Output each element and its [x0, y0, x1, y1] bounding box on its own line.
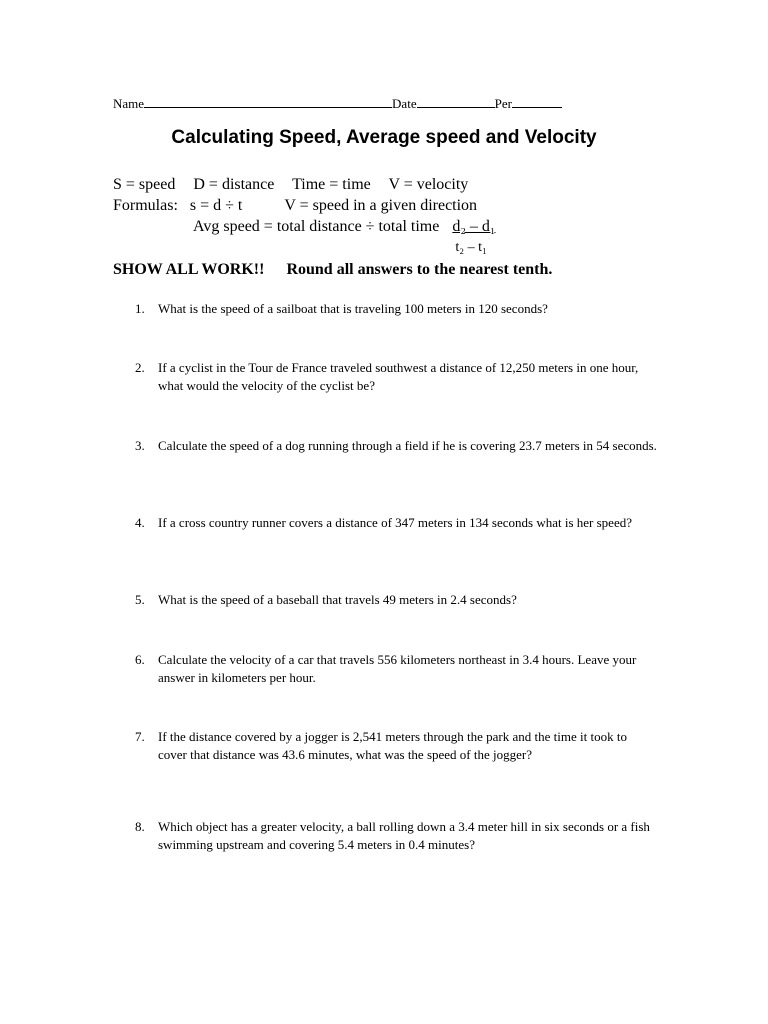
definition-speed: S = speed: [113, 176, 176, 193]
question-number: 3.: [135, 438, 145, 453]
question-text: If a cyclist in the Tour de France traveled southwest a distance of 12,250 meters in one hour, what would the velocity of the cyclist be?: [158, 360, 639, 393]
question-text: If the distance covered by a jogger is 2,541 meters through the park and the time it took to cover that distance was 43.6 minutes, what was the speed of the jogger?: [158, 729, 627, 762]
definition-distance: D = distance: [193, 176, 275, 193]
speed-formula: s = d ÷ t: [189, 197, 243, 214]
date-blank[interactable]: [417, 95, 495, 108]
definition-velocity: V = velocity: [388, 176, 469, 193]
avg-speed-fraction: [449, 218, 498, 255]
question-text: Calculate the speed of a dog running through a field if he is covering 23.7 meters in 54 seconds.: [158, 438, 657, 453]
question-text: If a cross country runner covers a distance of 347 meters in 134 seconds what is her speed?: [158, 515, 632, 530]
variable-definitions: [113, 176, 482, 194]
question-number: 6.: [135, 652, 145, 667]
fraction-numerator: d₂ – d₁: [452, 218, 496, 235]
formulas-row: [113, 197, 477, 215]
question-text: Which object has a greater velocity, a ball rolling down a 3.4 meter hill in six seconds or a fish swimming upstream and covering 5.4 meters in 0.4 minutes?: [158, 819, 650, 852]
definition-time: Time = time: [292, 176, 371, 193]
question-number: 1.: [135, 301, 145, 316]
name-blank[interactable]: [144, 95, 392, 108]
fraction-denominator: t₂ – t₁: [455, 240, 487, 255]
period-blank[interactable]: [512, 95, 562, 108]
period-label: Per: [494, 96, 512, 111]
avg-speed-text: Avg speed = total distance ÷ total time: [193, 218, 440, 235]
student-info-line: [113, 95, 562, 112]
question-number: 5.: [135, 592, 145, 607]
rounding-instruction: Round all answers to the nearest tenth.: [286, 261, 553, 278]
question-text: What is the speed of a baseball that travels 49 meters in 2.4 seconds?: [158, 592, 517, 607]
question-number: 2.: [135, 360, 145, 375]
formulas-label: Formulas:: [113, 197, 178, 214]
date-label: Date: [392, 96, 417, 111]
velocity-formula: V = speed in a given direction: [284, 197, 478, 214]
question-number: 8.: [135, 819, 145, 834]
question-text: What is the speed of a sailboat that is traveling 100 meters in 120 seconds?: [158, 301, 548, 316]
page-title: Calculating Speed, Average speed and Velocity: [171, 127, 597, 148]
average-speed-formula: [193, 218, 499, 255]
question-number: 7.: [135, 729, 145, 744]
name-label: Name: [113, 96, 145, 111]
show-work-text: SHOW ALL WORK!!: [113, 261, 265, 278]
instructions: [113, 261, 552, 279]
question-text: Calculate the velocity of a car that travels 556 kilometers northeast in 3.4 hours. Leave your answer in kilometers per hour.: [158, 652, 637, 685]
question-number: 4.: [135, 515, 145, 530]
